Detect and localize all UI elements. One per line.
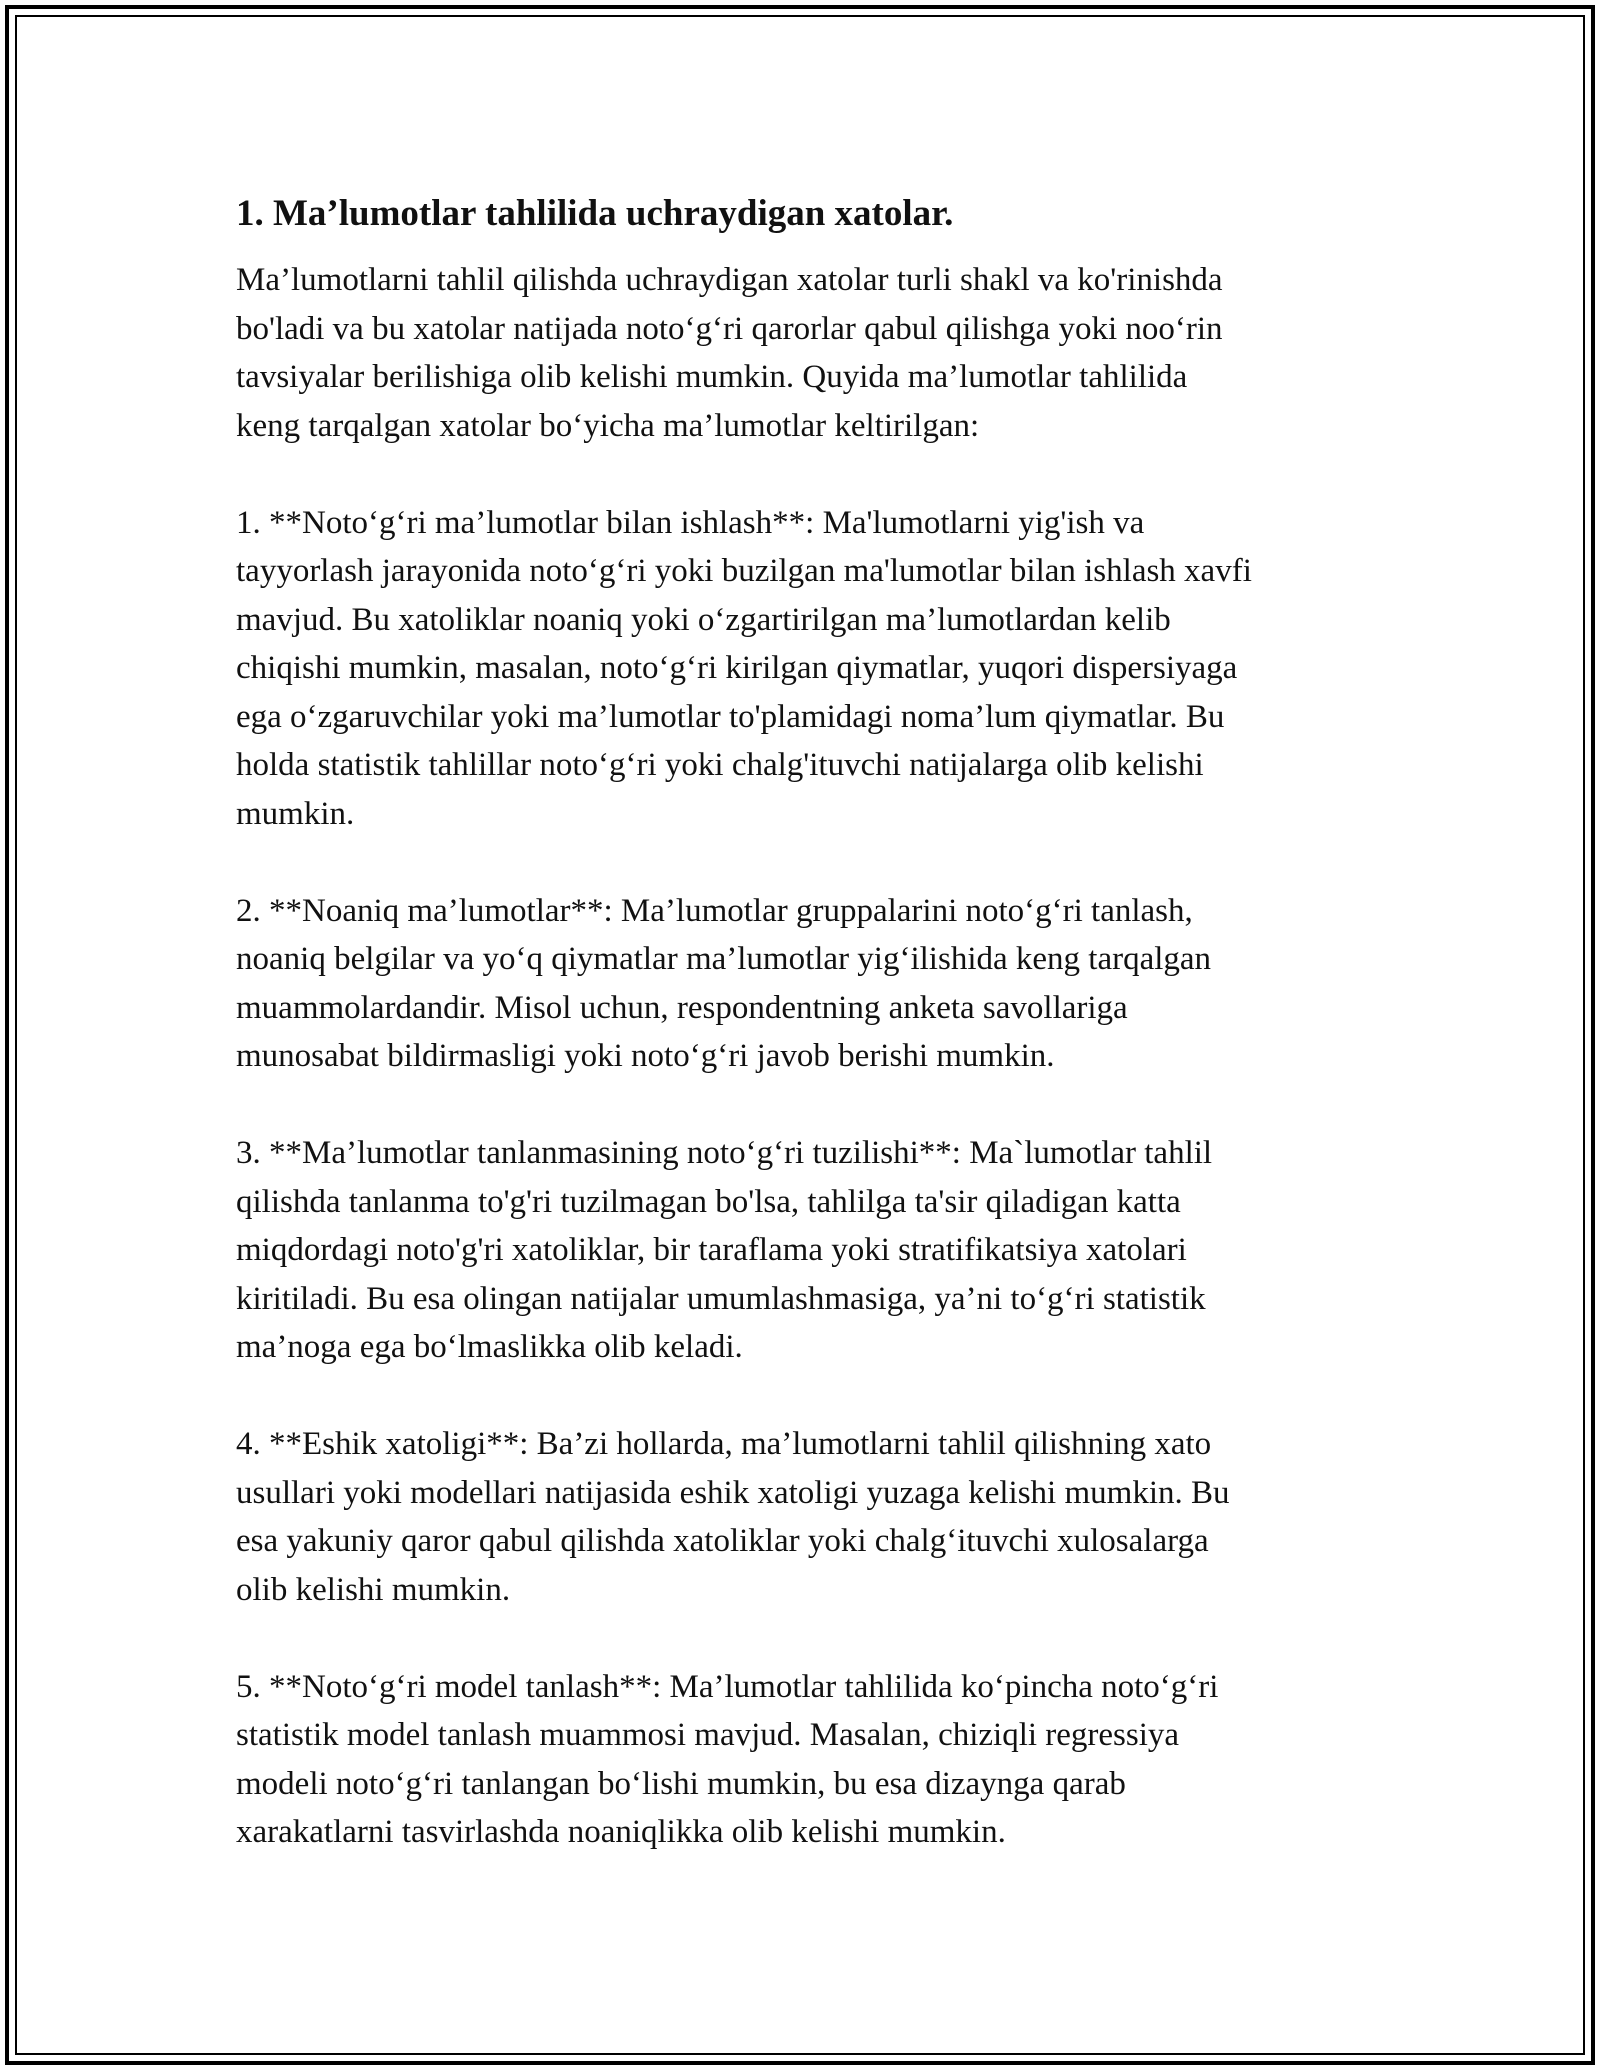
text-line: miqdordagi noto'g'ri xatoliklar, bir taraflama yoki stratifikatsiya xatolari (236, 1232, 1187, 1268)
list-item-4 (236, 1420, 1386, 1614)
paragraph-gap (236, 1372, 1386, 1421)
text-line: xarakatlarni tasvirlashda noaniqlikka olib kelishi mumkin. (236, 1814, 1006, 1850)
text-line: ma’noga ega bo‘lmaslikka olib keladi. (236, 1329, 743, 1365)
paragraph-gap (236, 1614, 1386, 1663)
text-line: olib kelishi mumkin. (236, 1571, 511, 1608)
text-line: tayyorlash jarayonida noto‘g‘ri yoki buzilgan ma'lumotlar bilan ishlash xavfi (236, 553, 1252, 589)
text-line: esa yakuniy qaror qabul qilishda xatoliklar yoki chalg‘ituvchi xulosalarga (236, 1523, 1209, 1559)
text-line: keng tarqalgan xatolar bo‘yicha ma’lumotlar keltirilgan: (236, 407, 980, 444)
intro-paragraph (236, 256, 1386, 450)
text-line: mavjud. Bu xatoliklar noaniq yoki o‘zgartirilgan ma’lumotlardan kelib (236, 601, 1171, 638)
text-line: statistik model tanlash muammosi mavjud. Masalan, chiziqli regressiya (236, 1717, 1180, 1753)
text-line: modeli noto‘g‘ri tanlangan bo‘lishi mumkin, bu esa dizaynga qarab (236, 1765, 1126, 1802)
list-item-1 (236, 499, 1386, 839)
text-line: 1. **Noto‘g‘ri ma’lumotlar bilan ishlash**: Ma'lumotlarni yig'ish va (236, 504, 1145, 541)
paragraph-gap (236, 450, 1386, 499)
text-line: 3. **Ma’lumotlar tanlanmasining noto‘g‘ri tuzilishi**: Ma`lumotlar tahlil (236, 1135, 1213, 1171)
list-item-5 (236, 1663, 1386, 1857)
text-line: bo'ladi va bu xatolar natijada noto‘g‘ri qarorlar qabul qilishga yoki noo‘rin (236, 310, 1223, 347)
list-item-3 (236, 1129, 1386, 1372)
text-line: Ma’lumotlarni tahlil qilishda uchraydigan xatolar turli shakl va ko'rinishda (236, 262, 1223, 298)
text-line: holda statistik tahlillar noto‘g‘ri yoki chalg'ituvchi natijalarga olib kelishi (236, 747, 1204, 783)
text-line: chiqishi mumkin, masalan, noto‘g‘ri kirilgan qiymatlar, yuqori dispersiyaga (236, 650, 1238, 686)
text-line: noaniq belgilar va yo‘q qiymatlar ma’lumotlar yig‘ilishida keng tarqalgan (236, 941, 1212, 977)
text-line: 2. **Noaniq ma’lumotlar**: Ma’lumotlar gruppalarini noto‘g‘ri tanlash, (236, 892, 1193, 929)
text-line: usullari yoki modellari natijasida eshik xatoligi yuzaga kelishi mumkin. Bu (236, 1474, 1230, 1511)
text-line: tavsiyalar berilishiga olib kelishi mumkin. Quyida ma’lumotlar tahlilida (236, 359, 1188, 395)
text-line: 4. **Eshik xatoligi**: Ba’zi hollarda, ma’lumotlarni tahlil qilishning xato (236, 1426, 1212, 1462)
text-line: qilishda tanlanma to'g'ri tuzilmagan bo'lsa, tahlilga ta'sir qiladigan katta (236, 1183, 1181, 1220)
text-line: ega o‘zgaruvchilar yoki ma’lumotlar to'plamidagi noma’lum qiymatlar. Bu (236, 698, 1225, 735)
paragraph-gap (236, 838, 1386, 887)
text-line: 5. **Noto‘g‘ri model tanlash**: Ma’lumotlar tahlilida ko‘pincha noto‘g‘ri (236, 1668, 1219, 1705)
text-line: munosabat bildirmasligi yoki noto‘g‘ri javob berishi mumkin. (236, 1038, 1055, 1074)
text-line: kiritiladi. Bu esa olingan natijalar umumlashmasiga, ya’ni to‘g‘ri statistik (236, 1280, 1206, 1317)
list-item-2 (236, 887, 1386, 1081)
text-line: mumkin. (236, 795, 355, 832)
paragraph-gap (236, 1081, 1386, 1130)
section-title: 1. Ma’lumotlar tahlilida uchraydigan xatolar. (236, 193, 954, 234)
text-line: muammolardandir. Misol uchun, respondentning anketa savollariga (236, 989, 1128, 1026)
document-body (236, 188, 1386, 1857)
